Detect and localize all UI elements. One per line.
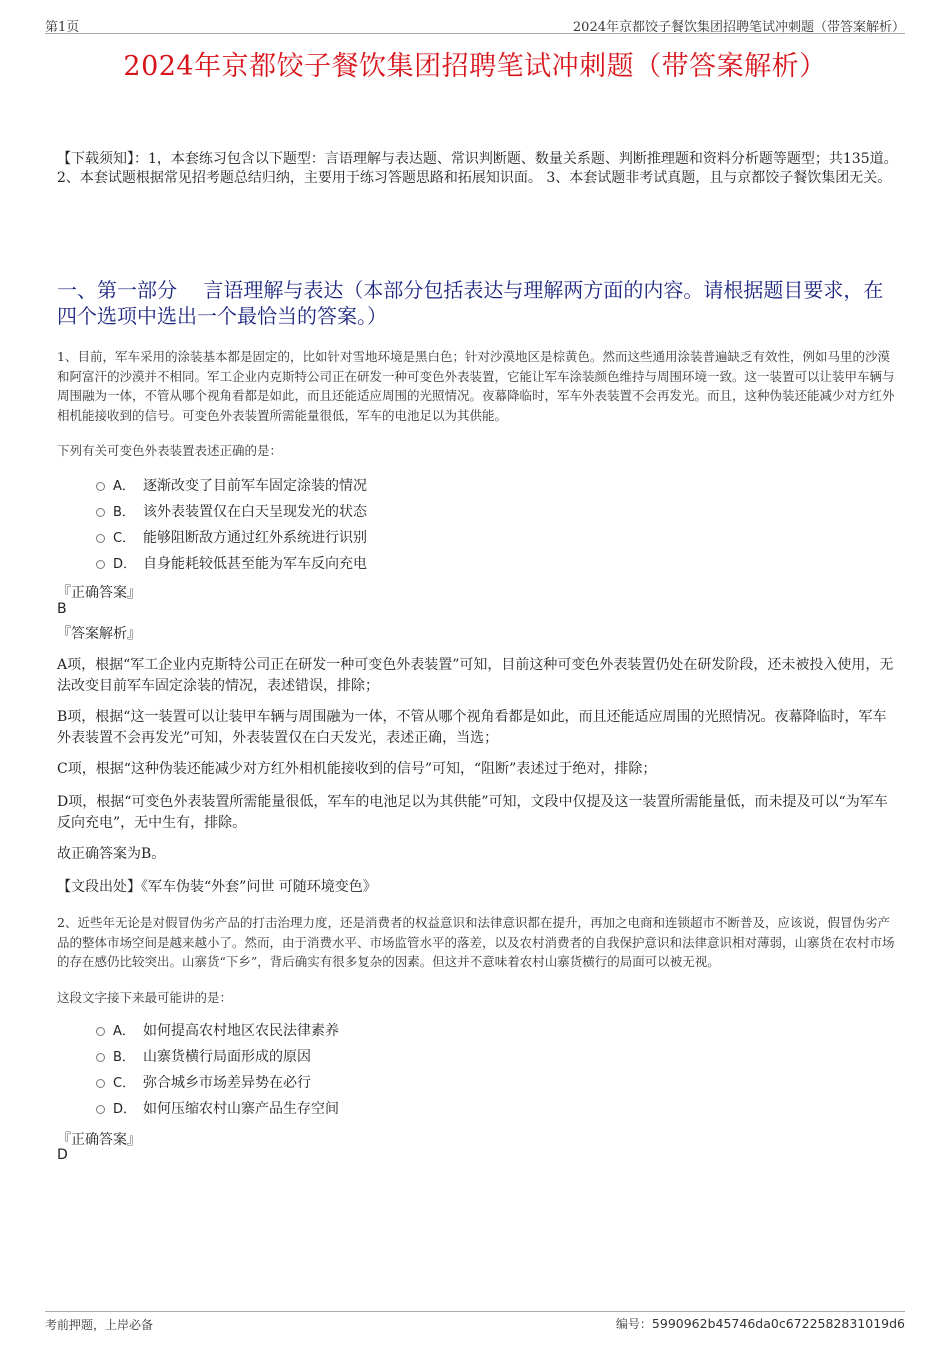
radio-icon[interactable] [96,1027,105,1036]
question-1-option-d[interactable]: D． 自身能耗较低甚至能为军车反向充电 [96,553,367,575]
document-title: 2024年京都饺子餐饮集团招聘笔试冲刺题（带答案解析） [123,51,827,82]
radio-icon[interactable] [96,534,105,543]
question-2-option-b[interactable]: B． 山寨货横行局面形成的原因 [96,1046,311,1068]
document-id [616,1315,905,1332]
radio-icon[interactable] [96,508,105,517]
section-heading: 一、第一部分 言语理解与表达（本部分包括表达与理解两方面的内容。请根据题目要求，在四个选项中选出一个最恰当的答案。） [57,278,884,328]
question-2-stem: 这段文字接下来最可能讲的是： [57,990,233,1005]
analysis-paragraph: B项，根据“这一装置可以让装甲车辆与周围融为一体，不管从哪个视角看都是如此，而且还能适应周围的光照情况。夜幕降临时，军车外表装置不会再发光”可知，外表装置仅在白天发光，表述正确，当选； [57,709,887,746]
source-citation: 【文段出处】《军车伪装“外套”问世 可随环境变色》 [57,879,377,895]
question-2-option-c[interactable]: C． 弥合城乡市场差异势在必行 [96,1072,311,1094]
question-1-stem: 下列有关可变色外表装置表述正确的是： [57,443,283,458]
question-1-option-a[interactable]: A． 逐渐改变了目前军车固定涂装的情况 [96,475,367,497]
question-2-text: 2、近些年无论是对假冒伪劣产品的打击治理力度，还是消费者的权益意识和法律意识都在提升，再加之电商和连锁超市不断普及，应该说，假冒伪劣产品的整体市场空间是越来越小了。然而，由于消费水平、市场监管水平的落差，以及农村消费者的自我保护意识和法律意识相对薄弱，山寨货在农村市场的存在感仍比较突出。山寨货“下乡”，背后确实有很多复杂的因素。但这并不意味着农村山寨货横行的局面可以被无视。 [57,915,895,969]
radio-icon[interactable] [96,1105,105,1114]
radio-icon[interactable] [96,482,105,491]
header-doc-title: 2024年京都饺子餐饮集团招聘笔试冲刺题（带答案解析） [572,20,905,35]
radio-icon[interactable] [96,1079,105,1088]
question-1-answer-label: 『正确答案』 [57,585,141,601]
document-id-value: 5990962b45746da0c6722582831019d6 [651,1316,905,1331]
question-1-option-b[interactable]: B． 该外表装置仅在白天呈现发光的状态 [96,501,367,523]
question-2-answer: D [57,1147,68,1163]
question-1-option-c[interactable]: C． 能够阻断敌方通过红外系统进行识别 [96,527,367,549]
question-1-text: 1、目前，军车采用的涂装基本都是固定的，比如针对雪地环境是黑白色；针对沙漠地区是棕黄色。然而这些通用涂装普遍缺乏有效性，例如马里的沙漠和阿富汗的沙漠并不相同。军工企业内克斯特公司正在研发一种可变色外表装置，它能让军车涂装颜色维持与周围环境一致。这一装置可以让装甲车辆与周围融为一体，不管从哪个视角看都是如此，而且还能适应周围的光照情况。夜幕降临时，军车外表装置不会再发光。而且，这种伪装还能减少对方红外相机能接收到的信号。可变色外表装置所需能量很低，军车的电池足以为其供能。 [57,349,895,423]
question-2-option-d[interactable]: D． 如何压缩农村山寨产品生存空间 [96,1098,339,1120]
analysis-conclusion: 故正确答案为B。 [57,846,166,862]
question-1-answer: B [57,601,67,617]
question-2-option-a[interactable]: A． 如何提高农村地区农民法律素养 [96,1020,339,1042]
page-footer [45,1311,905,1335]
page-number: 第1页 [45,20,80,35]
document-id-label: 编号： [615,1317,652,1331]
analysis-paragraph: D项，根据“可变色外表装置所需能量很低，军车的电池足以为其供能”可知，文段中仅提及这一装置所需能量低，而未提及可以“为军车反向充电”，无中生有，排除。 [57,794,888,831]
radio-icon[interactable] [96,1053,105,1062]
download-notice: 【下载须知】：1，本套练习包含以下题型：言语理解与表达题、常识判断题、数量关系题、判断推理题和资料分析题等题型；共135道。 2、本套试题根据常见招考题总结归纳，主要用于练习答题思路和拓展知识面。 3、本套试题非考试真题，且与京都饺子餐饮集团无关。 [57,151,898,186]
radio-icon[interactable] [96,560,105,569]
question-2-answer-label: 『正确答案』 [57,1132,141,1148]
page-header [45,14,905,34]
footer-slogan: 考前押题，上岸必备 [45,1318,154,1332]
analysis-paragraph: A项，根据“军工企业内克斯特公司正在研发一种可变色外表装置”可知，目前这种可变色外表装置仍处在研发阶段，还未被投入使用，无法改变目前军车固定涂装的情况，表述错误，排除； [57,657,894,694]
question-1-analysis-label: 『答案解析』 [57,626,141,642]
analysis-paragraph: C项，根据“这种伪装还能减少对方红外相机能接收到的信号”可知，“阻断”表述过于绝对，排除； [57,761,657,777]
